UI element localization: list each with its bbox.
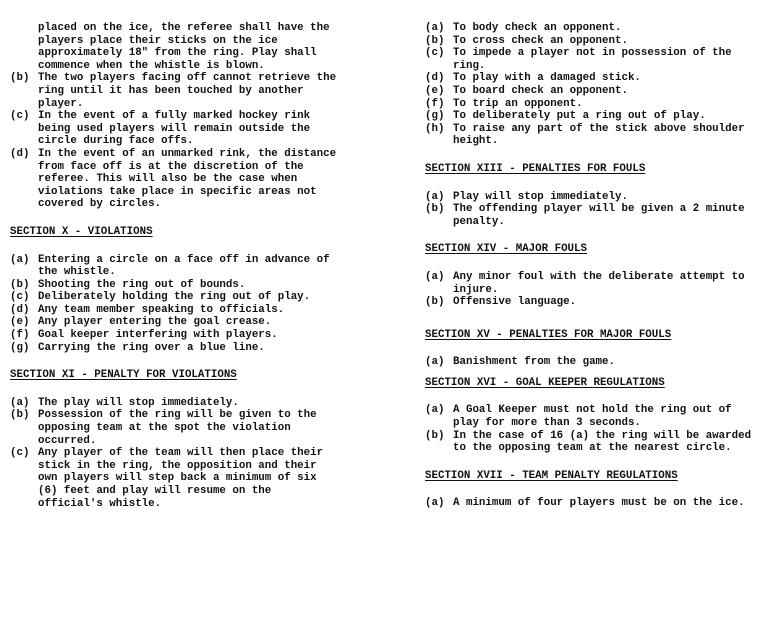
item-text: Possession of the ring will be given to the opposing team at the spot the violation occurred. (38, 409, 317, 447)
section-x-heading: SECTION X - VIOLATIONS (10, 225, 153, 238)
item-text: To raise any part of the stick above shoulder height. (453, 122, 745, 148)
item-label: (a) (425, 270, 445, 283)
list-item (425, 203, 759, 228)
item-text: Any minor foul with the deliberate attempt to injure. (453, 270, 745, 296)
list-item (425, 356, 759, 369)
face-off-continuation: placed on the ice, the referee shall have the players place their sticks on the ice approximately 18" from the ring. Play shall commence when the whistle is blown. (38, 22, 330, 72)
right-column (425, 22, 759, 510)
item-label: (a) (425, 22, 445, 34)
section-xvi-heading: SECTION XVI - GOAL KEEPER REGULATIONS (425, 376, 665, 389)
list-item (10, 329, 342, 342)
item-text: Play will stop immediately. (453, 190, 628, 203)
item-text: To body check an opponent. (453, 22, 622, 34)
list-item (425, 430, 759, 455)
item-text: Goal keeper interfering with players. (38, 329, 278, 342)
item-text: A minimum of four players must be on the ice. (453, 497, 745, 510)
item-label: (a) (425, 404, 445, 417)
item-label: (g) (10, 341, 30, 354)
item-label: (e) (425, 84, 445, 97)
item-label: (d) (10, 303, 30, 316)
section-xiii-heading: SECTION XIII - PENALTIES FOR FOULS (425, 162, 646, 175)
item-label: (f) (425, 97, 445, 110)
item-label: (a) (425, 356, 445, 369)
item-text: Shooting the ring out of bounds. (38, 278, 246, 291)
item-label: (g) (425, 110, 445, 123)
item-label: (b) (425, 203, 445, 216)
list-item (10, 110, 342, 148)
item-label: (a) (10, 396, 30, 409)
list-item (10, 291, 342, 304)
list-item (425, 271, 759, 296)
item-label: (a) (425, 497, 445, 510)
item-text: Offensive language. (453, 296, 577, 309)
item-text: To trip an opponent. (453, 97, 583, 110)
item-text: A Goal Keeper must not hold the ring out of play for more than 3 seconds. (453, 404, 732, 430)
list-item (10, 397, 342, 410)
item-label: (a) (10, 253, 30, 266)
list-item (425, 191, 759, 204)
item-label: (b) (425, 429, 445, 442)
item-label: (a) (425, 190, 445, 203)
item-text: Carrying the ring over a blue line. (38, 341, 265, 354)
item-text: Deliberately holding the ring out of play. (38, 291, 311, 304)
list-item (425, 85, 759, 98)
section-xi-heading: SECTION XI - PENALTY FOR VIOLATIONS (10, 369, 237, 382)
item-label: (e) (10, 316, 30, 329)
item-label: (c) (10, 447, 30, 460)
list-item (10, 342, 342, 355)
list-item (10, 409, 342, 447)
list-item (425, 98, 759, 111)
item-label: (f) (10, 329, 30, 342)
item-text: Banishment from the game. (453, 356, 615, 369)
list-item (10, 254, 342, 279)
item-text: Any player entering the goal crease. (38, 316, 272, 329)
item-text: To deliberately put a ring out of play. (453, 110, 706, 123)
list-item (425, 72, 759, 85)
list-item (10, 72, 342, 110)
section-xv-heading: SECTION XV - PENALTIES FOR MAJOR FOULS (425, 328, 672, 341)
list-item (10, 148, 342, 211)
item-text: To cross check an opponent. (453, 34, 628, 47)
item-text: In the case of 16 (a) the ring will be awarded to the opposing team at the nearest circle. (453, 429, 752, 455)
item-label: (h) (425, 122, 445, 135)
item-label: (b) (425, 296, 445, 309)
item-label: (d) (10, 147, 30, 160)
item-label: (b) (425, 34, 445, 47)
left-column (10, 22, 342, 510)
item-text: In the event of an unmarked rink, the distance from face off is at the discretion of the referee. This will also be the case when violations take place in specific areas not covered by circles. (38, 147, 337, 211)
list-item (425, 123, 759, 148)
list-item (425, 404, 759, 429)
list-item (10, 447, 342, 510)
item-text: To play with a damaged stick. (453, 72, 641, 85)
item-text: Any player of the team will then place their stick in the ring, the opposition and their own players will step back a minimum of six (6) feet and play will resume on the official's whistle. (38, 447, 324, 510)
item-text: The offending player will be given a 2 minute penalty. (453, 203, 745, 228)
item-text: To board check an opponent. (453, 84, 628, 97)
list-item (10, 316, 342, 329)
item-text: In the event of a fully marked hockey rink being used players will remain outside the circle during face offs. (38, 110, 311, 148)
item-label: (b) (10, 278, 30, 291)
item-text: To impede a player not in possession of the ring. (453, 47, 732, 72)
item-text: The two players facing off cannot retrieve the ring until it has been touched by another player. (38, 72, 337, 110)
item-text: Entering a circle on a face off in advance of the whistle. (38, 253, 330, 279)
item-label: (d) (425, 72, 445, 85)
list-item (425, 35, 759, 48)
section-xvii-heading: SECTION XVII - TEAM PENALTY REGULATIONS (425, 469, 678, 482)
item-label: (c) (10, 291, 30, 304)
list-item (10, 304, 342, 317)
list-item (425, 22, 759, 35)
list-item (425, 110, 759, 123)
list-item (10, 279, 342, 292)
list-item (425, 497, 759, 510)
item-label: (b) (10, 72, 30, 85)
item-text: Any team member speaking to officials. (38, 303, 285, 316)
item-label: (c) (10, 110, 30, 123)
item-text: The play will stop immediately. (38, 396, 239, 409)
item-label: (b) (10, 409, 30, 422)
section-xiv-heading: SECTION XIV - MAJOR FOULS (425, 243, 587, 256)
item-label: (c) (425, 47, 445, 60)
list-item (425, 296, 759, 309)
list-item (425, 47, 759, 72)
